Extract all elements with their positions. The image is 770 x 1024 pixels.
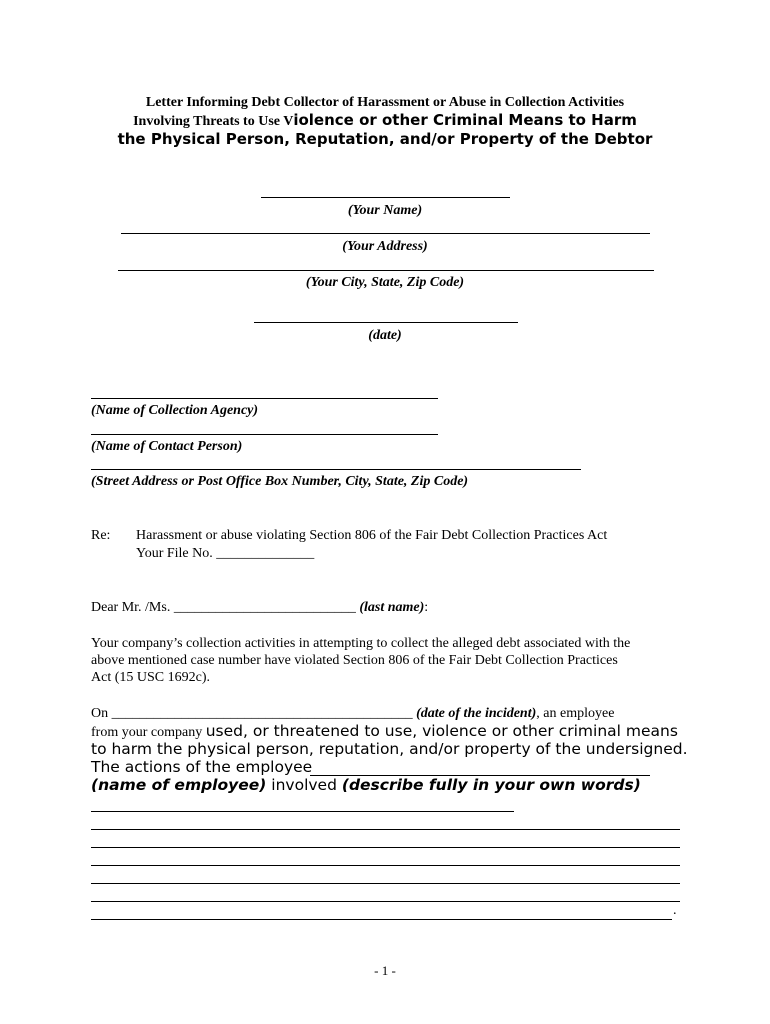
contact-person-line[interactable] — [91, 434, 438, 435]
your-address-line[interactable] — [121, 233, 650, 234]
description-end-period: . — [673, 903, 677, 918]
description-line-1[interactable] — [91, 811, 514, 812]
your-name-line[interactable] — [261, 197, 510, 198]
street-address-label: (Street Address or Post Office Box Number, City, State, Zip Code) — [91, 474, 469, 489]
description-line-7[interactable] — [91, 919, 672, 920]
collection-agency-label: (Name of Collection Agency) — [91, 403, 259, 418]
title-line-2-sans: iolence or other Criminal Means to Harm — [293, 111, 637, 129]
paragraph-2-line-4: The actions of the employee — [91, 758, 313, 776]
street-address-line[interactable] — [91, 469, 581, 470]
last-name-hint: (last name) — [359, 600, 425, 615]
description-line-6[interactable] — [91, 901, 680, 902]
paragraph-1-line-2: above mentioned case number have violated Section 806 of the Fair Debt Collection Practices — [91, 653, 618, 668]
threat-text: used, or threatened to use, violence or other criminal means — [205, 722, 678, 740]
contact-person-label: (Name of Contact Person) — [91, 439, 243, 454]
from-company-text: from your company — [91, 725, 206, 740]
description-line-4[interactable] — [91, 865, 680, 866]
date-of-incident-hint: (date of the incident) — [416, 706, 537, 721]
re-label: Re: — [91, 528, 111, 543]
description-line-2[interactable] — [91, 829, 680, 830]
re-subject: Harassment or abuse violating Section 806 of the Fair Debt Collection Practices Act — [136, 528, 608, 543]
paragraph-2-line-3: to harm the physical person, reputation, and/or property of the undersigned. — [91, 740, 688, 758]
page-number: - 1 - — [374, 963, 396, 978]
salutation-colon: : — [424, 600, 429, 615]
paragraph-2-line-1 — [91, 706, 614, 722]
description-line-5[interactable] — [91, 883, 680, 884]
your-address-label: (Your Address) — [342, 239, 428, 254]
name-of-employee-hint: (name of employee) — [91, 776, 267, 794]
date-line[interactable] — [254, 322, 518, 323]
collection-agency-line[interactable] — [91, 398, 438, 399]
document-title-line-1: Letter Informing Debt Collector of Harassment or Abuse in Collection Activities — [145, 95, 625, 110]
paragraph-2-line-5 — [91, 776, 641, 794]
title-line-2-serif: Involving Threats to Use V — [133, 114, 294, 129]
document-title-line-3: the Physical Person, Reputation, and/or Property of the Debtor — [117, 130, 653, 148]
salutation — [91, 600, 428, 616]
description-line-3[interactable] — [91, 847, 680, 848]
paragraph-1-line-3: Act (15 USC 1692c). — [91, 670, 210, 685]
your-name-label: (Your Name) — [347, 203, 423, 218]
involved-text: involved — [266, 776, 342, 794]
re-file-number: Your File No. ______________ — [136, 546, 315, 561]
date-label: (date) — [368, 328, 402, 343]
incident-date-blank[interactable]: ___________________________________________ — [111, 706, 417, 721]
describe-hint: (describe fully in your own words) — [341, 776, 641, 794]
paragraph-2-line-2 — [91, 722, 678, 741]
salutation-prefix: Dear Mr. /Ms. __________________________ — [91, 600, 360, 615]
document-title-line-2 — [0, 111, 770, 130]
your-city-label: (Your City, State, Zip Code) — [305, 275, 465, 290]
your-city-line[interactable] — [118, 270, 654, 271]
on-text: On — [91, 706, 112, 721]
employee-text: , an employee — [536, 706, 615, 721]
paragraph-1-line-1: Your company’s collection activities in attempting to collect the alleged debt associated with the — [91, 636, 631, 651]
